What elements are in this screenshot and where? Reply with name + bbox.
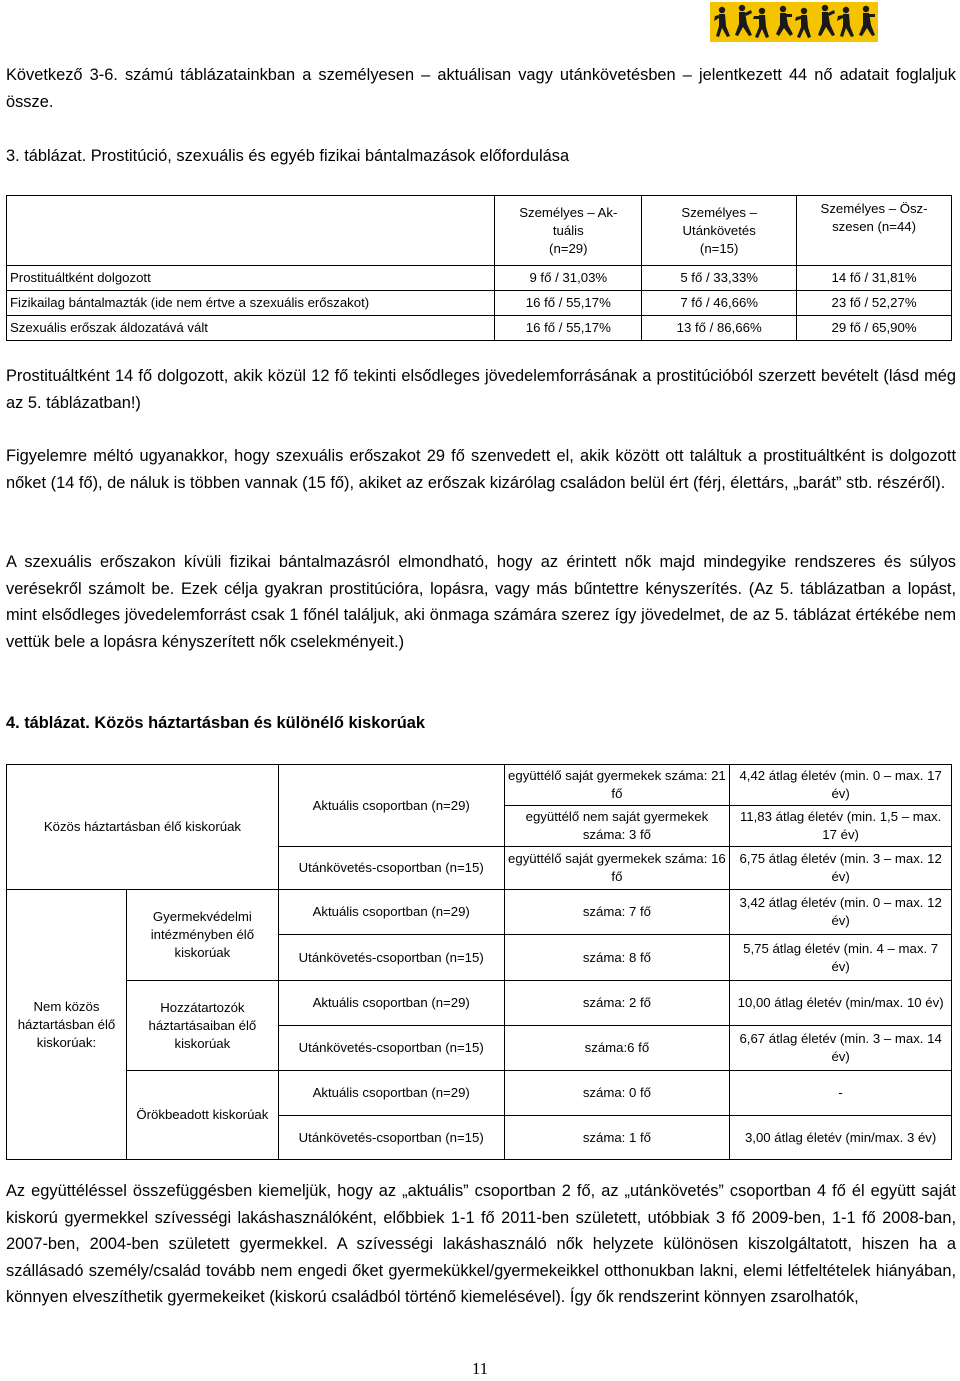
group-aktualis: Aktuális csoportban (n=29) [278,765,504,847]
table3-header-aktualis: Személyes – Ak- tuális (n=29) [495,196,642,266]
group-utankovetes: Utánkövetés-csoportban (n=15) [278,847,504,890]
cell-utankovetes: 5 fő / 33,33% [642,266,797,291]
count-cell: együttélő nem saját gyermekek száma: 3 fő [504,806,730,847]
table-row [7,1071,952,1116]
row-label: Prostituáltként dolgozott [7,266,495,291]
age-cell: 10,00 átlag életév (min/max. 10 év) [730,981,952,1026]
child-protection-label: Gyermekvédelmi intézményben élő kiskorúak [126,890,278,981]
paragraph-cohabitation: Az együttéléssel összefüggésben kiemeljük, hogy az „aktuális” csoportban 2 fő, az „utánkövetés” csoportban 4 fő él együtt saját kiskorú gyermekkel szívességi lakáshasználóként, előbbiek 1-1 fő 2011-ben született, utóbbiak 3 fő 2009-ben, 1-1 fő 2008-ban, 2007-ben, 2004-ben született gyermekkel. A szívességi lakáshasználó nők helyzete különösen kiszolgáltatott, hiszen ha a szállásadó személy/család tovább nem engedi őket gyermekükkel/gyermekeikkel otthonukban lakni, elemi létfeltételek hiányában, könnyen elveszíthetik gyermekeiket (kiskorú családból történő kiemelésével). Így ők rendszerint könnyen zsarolhatók, [6,1182,956,1306]
count-cell: száma: 7 fő [504,890,730,935]
count-cell: száma: 2 fő [504,981,730,1026]
table-row [7,291,952,316]
count-cell: együttélő saját gyermekek száma: 16 fő [504,847,730,890]
dancing-figures-icon [710,2,878,42]
group-utankovetes: Utánkövetés-csoportban (n=15) [278,935,504,981]
row-label: Fizikailag bántalmazták (ide nem értve a szexuális erőszakot) [7,291,495,316]
paragraph-physical-abuse: A szexuális erőszakon kívüli fizikai bántalmazásról elmondható, hogy az érintett nők majd mindegyike rendszeres és súlyos verésekről számolt be. Ezek célja gyakran prostitúcióra, lopásra, vagy más bűntettre kényszerítés. (Az 5. táblázatban a lopást, mint elsődleges jövedelemforrást csak 1 főnél találjuk, aki önmaga számára szerez így jövedelmet, de az 5. táblázat értékébe nem vettük bele a lopásra kényszerített nők cselekményeit.) [6,553,956,651]
count-cell: száma: 1 fő [504,1116,730,1160]
group-aktualis: Aktuális csoportban (n=29) [278,981,504,1026]
table-row [7,981,952,1026]
not-common-household-label: Nem közös háztartásban élő kiskorúak: [7,890,127,1160]
common-household-label: Közös háztartásban élő kiskorúak [7,765,279,890]
group-aktualis: Aktuális csoportban (n=29) [278,1071,504,1116]
paragraph-prostitution: Prostituáltként 14 fő dolgozott, akik közül 12 fő tekinti elsődleges jövedelemforrásának a prostitúcióból szerzett bevételt (lásd még az 5. táblázatban!) [6,367,956,412]
count-cell: együttélő saját gyermekek száma: 21 fő [504,765,730,806]
intro-paragraph: Következő 3-6. számú táblázatainkban a személyesen – aktuálisan vagy utánkövetésben – jelentkezett 44 nő adatait foglaljuk össze. [6,66,956,111]
table-row [7,266,952,291]
logo-image [710,2,878,42]
relatives-label: Hozzátartozók háztartásaiban élő kiskorúak [126,981,278,1071]
age-cell: 3,42 átlag életév (min. 0 – max. 12 év) [730,890,952,935]
age-cell: 6,75 átlag életév (min. 3 – max. 12 év) [730,847,952,890]
table3-header-utankovetes: Személyes – Utánkövetés (n=15) [642,196,797,266]
table-3 [6,195,952,341]
table-row [7,765,952,806]
paragraph-sexual-violence: Figyelemre méltó ugyanakkor, hogy szexuális erőszakot 29 fő szenvedett el, akik között ott találtuk a prostituáltként is dolgozott nőket (14 fő), de náluk is többen vannak (15 fő), akiket az erőszak kizárólag családon belül ért (férj, élettárs, „barát” stb. részéről). [6,447,956,492]
age-cell: - [730,1071,952,1116]
cell-osszesen: 14 fő / 31,81% [797,266,952,291]
cell-aktualis: 16 fő / 55,17% [495,291,642,316]
count-cell: száma: 8 fő [504,935,730,981]
cell-utankovetes: 13 fő / 86,66% [642,316,797,341]
cell-osszesen: 23 fő / 52,27% [797,291,952,316]
age-cell: 6,67 átlag életév (min. 3 – max. 14 év) [730,1026,952,1071]
cell-aktualis: 9 fő / 31,03% [495,266,642,291]
table3-header-row [7,196,952,266]
age-cell: 5,75 átlag életév (min. 4 – max. 7 év) [730,935,952,981]
table4-caption-title: Közös háztartásban és különélő kiskorúak [94,714,426,732]
age-cell: 3,00 átlag életév (min/max. 3 év) [730,1116,952,1160]
cell-utankovetes: 7 fő / 46,66% [642,291,797,316]
table-row [7,890,952,935]
table3-caption-title: Prostitúció, szexuális és egyéb fizikai bántalmazások előfordulása [90,147,570,165]
table4-caption [6,712,425,734]
table-4 [6,764,952,1160]
cell-aktualis: 16 fő / 55,17% [495,316,642,341]
table-row [7,316,952,341]
table3-caption-number: 3. táblázat. [6,147,87,165]
age-cell: 11,83 átlag életév (min. 1,5 – max. 17 év) [730,806,952,847]
age-cell: 4,42 átlag életév (min. 0 – max. 17 év) [730,765,952,806]
table3-header-empty [7,196,495,266]
group-utankovetes: Utánkövetés-csoportban (n=15) [278,1116,504,1160]
count-cell: száma: 0 fő [504,1071,730,1116]
table4-caption-number: 4. táblázat. [6,714,90,732]
group-aktualis: Aktuális csoportban (n=29) [278,890,504,935]
group-utankovetes: Utánkövetés-csoportban (n=15) [278,1026,504,1071]
table3-header-osszesen: Személyes – Ösz- szesen (n=44) [797,196,952,266]
cell-osszesen: 29 fő / 65,90% [797,316,952,341]
table3-caption [6,145,569,167]
page-number: 11 [471,1359,489,1378]
row-label: Szexuális erőszak áldozatává vált [7,316,495,341]
count-cell: száma:6 fő [504,1026,730,1071]
adopted-label: Örökbeadott kiskorúak [126,1071,278,1160]
